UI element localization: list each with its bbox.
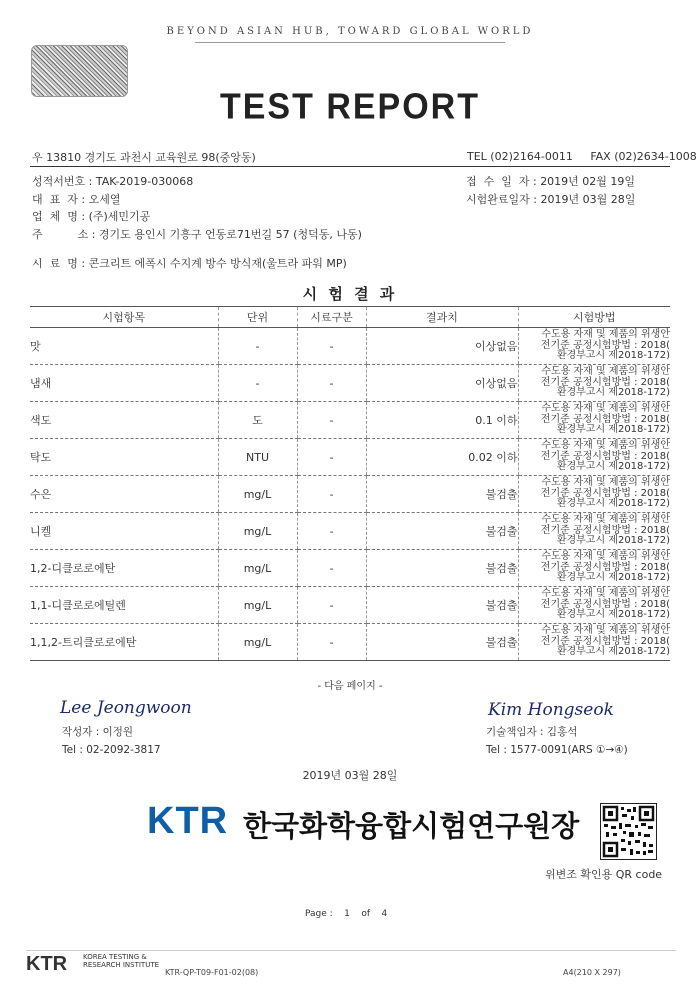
table-row xyxy=(30,624,670,661)
method-line: 환경부고시 제2018-172) xyxy=(556,424,670,436)
cert-number-field xyxy=(32,173,193,189)
footer-inst-line2: RESEARCH INSTITUTE xyxy=(83,961,160,969)
method-line: 수도용 자재 및 제품의 위생안 xyxy=(541,551,670,563)
cell-unit: 도 xyxy=(218,402,297,439)
method-line: 환경부고시 제2018-172) xyxy=(556,646,670,658)
cell-unit: - xyxy=(218,365,297,402)
completed-label: 시험완료일자 : xyxy=(466,193,537,206)
method-line: 수도용 자재 및 제품의 위생안 xyxy=(541,329,670,341)
cell-unit: mg/L xyxy=(218,476,297,513)
tech-manager-tel: Tel : 1577-0091(ARS ①→④) xyxy=(486,744,628,756)
method-line: 전기준 공정시험방법 : 2018( xyxy=(540,598,670,610)
representative: 오세열 xyxy=(88,193,121,206)
cell-result: 0.1 이하 xyxy=(366,402,518,439)
method-line: 전기준 공정시험방법 : 2018( xyxy=(540,561,670,573)
page-indicator xyxy=(305,909,387,919)
cell-result: 이상없음 xyxy=(366,328,518,365)
method-line: 환경부고시 제2018-172) xyxy=(556,350,670,362)
table-row xyxy=(30,365,670,402)
footer-divider xyxy=(26,950,676,951)
cell-sample-type: - xyxy=(297,624,366,661)
results-title: 시 험 결 과 xyxy=(302,285,398,303)
cert-number-label: 성적서번호 : xyxy=(32,175,93,188)
method-line: 환경부고시 제2018-172) xyxy=(556,535,670,547)
footer-ktr-logo: KTR xyxy=(26,953,68,975)
cell-method xyxy=(518,402,670,439)
ktr-logo: KTR xyxy=(147,800,229,842)
method-line: 수도용 자재 및 제품의 위생안 xyxy=(541,366,670,378)
method-line: 환경부고시 제2018-172) xyxy=(556,572,670,584)
method-line: 전기준 공정시험방법 : 2018( xyxy=(540,339,670,351)
cell-item: 수은 xyxy=(30,476,218,513)
method-line: 환경부고시 제2018-172) xyxy=(556,609,670,621)
cell-item: 냄새 xyxy=(30,365,218,402)
cell-method xyxy=(518,365,670,402)
table-row xyxy=(30,587,670,624)
method-line: 수도용 자재 및 제품의 위생안 xyxy=(541,477,670,489)
footer-institute-name xyxy=(83,953,159,969)
cell-unit: - xyxy=(218,328,297,365)
qr-code-icon[interactable] xyxy=(600,803,657,860)
method-line: 수도용 자재 및 제품의 위생안 xyxy=(541,588,670,600)
form-number: KTR-QP-T09-F01-02(08) xyxy=(165,968,259,977)
sample-name: 콘크리트 에폭시 수지계 방수 방식재(울트라 파워 MP) xyxy=(88,257,347,270)
method-line: 환경부고시 제2018-172) xyxy=(556,461,670,473)
writer-tel: Tel : 02-2092-3817 xyxy=(62,744,161,756)
method-line: 수도용 자재 및 제품의 위생안 xyxy=(541,625,670,637)
writer-name: 작성자 : 이정원 xyxy=(62,726,134,738)
col-header-sample: 시료구분 xyxy=(297,307,366,328)
cell-sample-type: - xyxy=(297,476,366,513)
cell-result: 0.02 이하 xyxy=(366,439,518,476)
slogan-divider xyxy=(195,42,505,43)
fax: FAX (02)2634-1008 xyxy=(590,150,697,163)
cell-result: 불검출 xyxy=(366,587,518,624)
cell-result: 이상없음 xyxy=(366,365,518,402)
received-label: 접 수 일 자 : xyxy=(466,175,537,188)
method-line: 환경부고시 제2018-172) xyxy=(556,498,670,510)
slogan: BEYOND ASIAN HUB, TOWARD GLOBAL WORLD xyxy=(166,26,534,37)
cell-result: 불검출 xyxy=(366,513,518,550)
header-divider xyxy=(30,166,670,167)
col-header-unit: 단위 xyxy=(218,307,297,328)
cell-unit: mg/L xyxy=(218,550,297,587)
cell-unit: mg/L xyxy=(218,587,297,624)
company-label: 업 체 명 : xyxy=(32,210,86,223)
completed-date: 2019년 03월 28일 xyxy=(540,193,636,206)
method-line: 전기준 공정시험방법 : 2018( xyxy=(540,413,670,425)
cell-item: 1,1-디클로로에틸렌 xyxy=(30,587,218,624)
cell-sample-type: - xyxy=(297,587,366,624)
method-line: 전기준 공정시험방법 : 2018( xyxy=(540,635,670,647)
cell-method xyxy=(518,624,670,661)
method-line: 전기준 공정시험방법 : 2018( xyxy=(540,376,670,388)
cert-number: TAK-2019-030068 xyxy=(95,175,194,188)
cell-result: 불검출 xyxy=(366,550,518,587)
cell-method xyxy=(518,439,670,476)
cell-result: 불검출 xyxy=(366,624,518,661)
cell-item: 탁도 xyxy=(30,439,218,476)
issue-date: 2019년 03월 28일 xyxy=(302,769,398,782)
cell-method xyxy=(518,550,670,587)
footer-inst-line1: KOREA TESTING & xyxy=(83,953,147,961)
cell-result: 불검출 xyxy=(366,476,518,513)
cell-method xyxy=(518,587,670,624)
col-header-item: 시험항목 xyxy=(30,307,218,328)
cell-unit: mg/L xyxy=(218,624,297,661)
method-line: 환경부고시 제2018-172) xyxy=(556,387,670,399)
completed-date-field xyxy=(466,191,635,207)
received-date-field xyxy=(466,173,635,189)
method-line: 전기준 공정시험방법 : 2018( xyxy=(540,450,670,462)
cell-unit: mg/L xyxy=(218,513,297,550)
cell-item: 1,2-디클로로에탄 xyxy=(30,550,218,587)
cell-sample-type: - xyxy=(297,439,366,476)
cell-sample-type: - xyxy=(297,328,366,365)
col-header-method: 시험방법 xyxy=(518,307,670,328)
cell-sample-type: - xyxy=(297,365,366,402)
cell-sample-type: - xyxy=(297,402,366,439)
tech-manager-name: 기술책임자 : 김홍석 xyxy=(486,726,578,738)
cell-sample-type: - xyxy=(297,513,366,550)
paper-size: A4(210 X 297) xyxy=(563,968,621,977)
representative-field xyxy=(32,191,120,207)
table-row xyxy=(30,550,670,587)
method-line: 전기준 공정시험방법 : 2018( xyxy=(540,487,670,499)
representative-label: 대 표 자 : xyxy=(32,193,86,206)
tech-signature: Kim Hongseok xyxy=(488,700,614,720)
cell-item: 1,1,2-트리클로로에탄 xyxy=(30,624,218,661)
method-line: 수도용 자재 및 제품의 위생안 xyxy=(541,514,670,526)
cell-method xyxy=(518,513,670,550)
method-line: 수도용 자재 및 제품의 위생안 xyxy=(541,440,670,452)
page-label: Page : xyxy=(305,909,333,919)
cell-unit: NTU xyxy=(218,439,297,476)
table-row xyxy=(30,439,670,476)
company: (주)세민기공 xyxy=(88,210,151,223)
address-label: 주 소 : xyxy=(32,228,96,241)
institute-name: 한국화학융합시험연구원장 xyxy=(243,809,580,843)
cell-sample-type: - xyxy=(297,550,366,587)
table-row xyxy=(30,513,670,550)
next-page-note: - 다음 페이지 - xyxy=(317,681,383,692)
report-title: TEST REPORT xyxy=(219,87,481,127)
cell-method xyxy=(518,328,670,365)
received-date: 2019년 02월 19일 xyxy=(540,175,636,188)
sample-label: 시 료 명 : xyxy=(32,257,86,270)
address: 경기도 용인시 기흥구 언동로71번길 57 (청덕동, 나동) xyxy=(98,228,362,241)
method-line: 수도용 자재 및 제품의 위생안 xyxy=(541,403,670,415)
cell-item: 맛 xyxy=(30,328,218,365)
results-table xyxy=(30,306,670,661)
method-line: 전기준 공정시험방법 : 2018( xyxy=(540,524,670,536)
page-of: of xyxy=(361,909,371,919)
table-row xyxy=(30,328,670,365)
qr-code-label: 위변조 확인용 QR code xyxy=(545,868,663,881)
institute-address: 우 13810 경기도 과천시 교육원로 98(중앙동) xyxy=(32,151,256,164)
cell-method xyxy=(518,476,670,513)
sample-field xyxy=(32,255,347,271)
table-row xyxy=(30,476,670,513)
table-row xyxy=(30,402,670,439)
tel: TEL (02)2164-0011 xyxy=(467,150,573,163)
institute-phone-fax xyxy=(467,150,697,163)
page-current: 1 xyxy=(344,909,350,919)
cell-item: 색도 xyxy=(30,402,218,439)
col-header-result: 결과치 xyxy=(366,307,518,328)
cell-item: 니켈 xyxy=(30,513,218,550)
address-field xyxy=(32,226,362,242)
page-total: 4 xyxy=(381,909,388,919)
company-field xyxy=(32,208,150,224)
writer-signature: Lee Jeongwoon xyxy=(60,698,192,718)
table-header-row xyxy=(30,307,670,328)
